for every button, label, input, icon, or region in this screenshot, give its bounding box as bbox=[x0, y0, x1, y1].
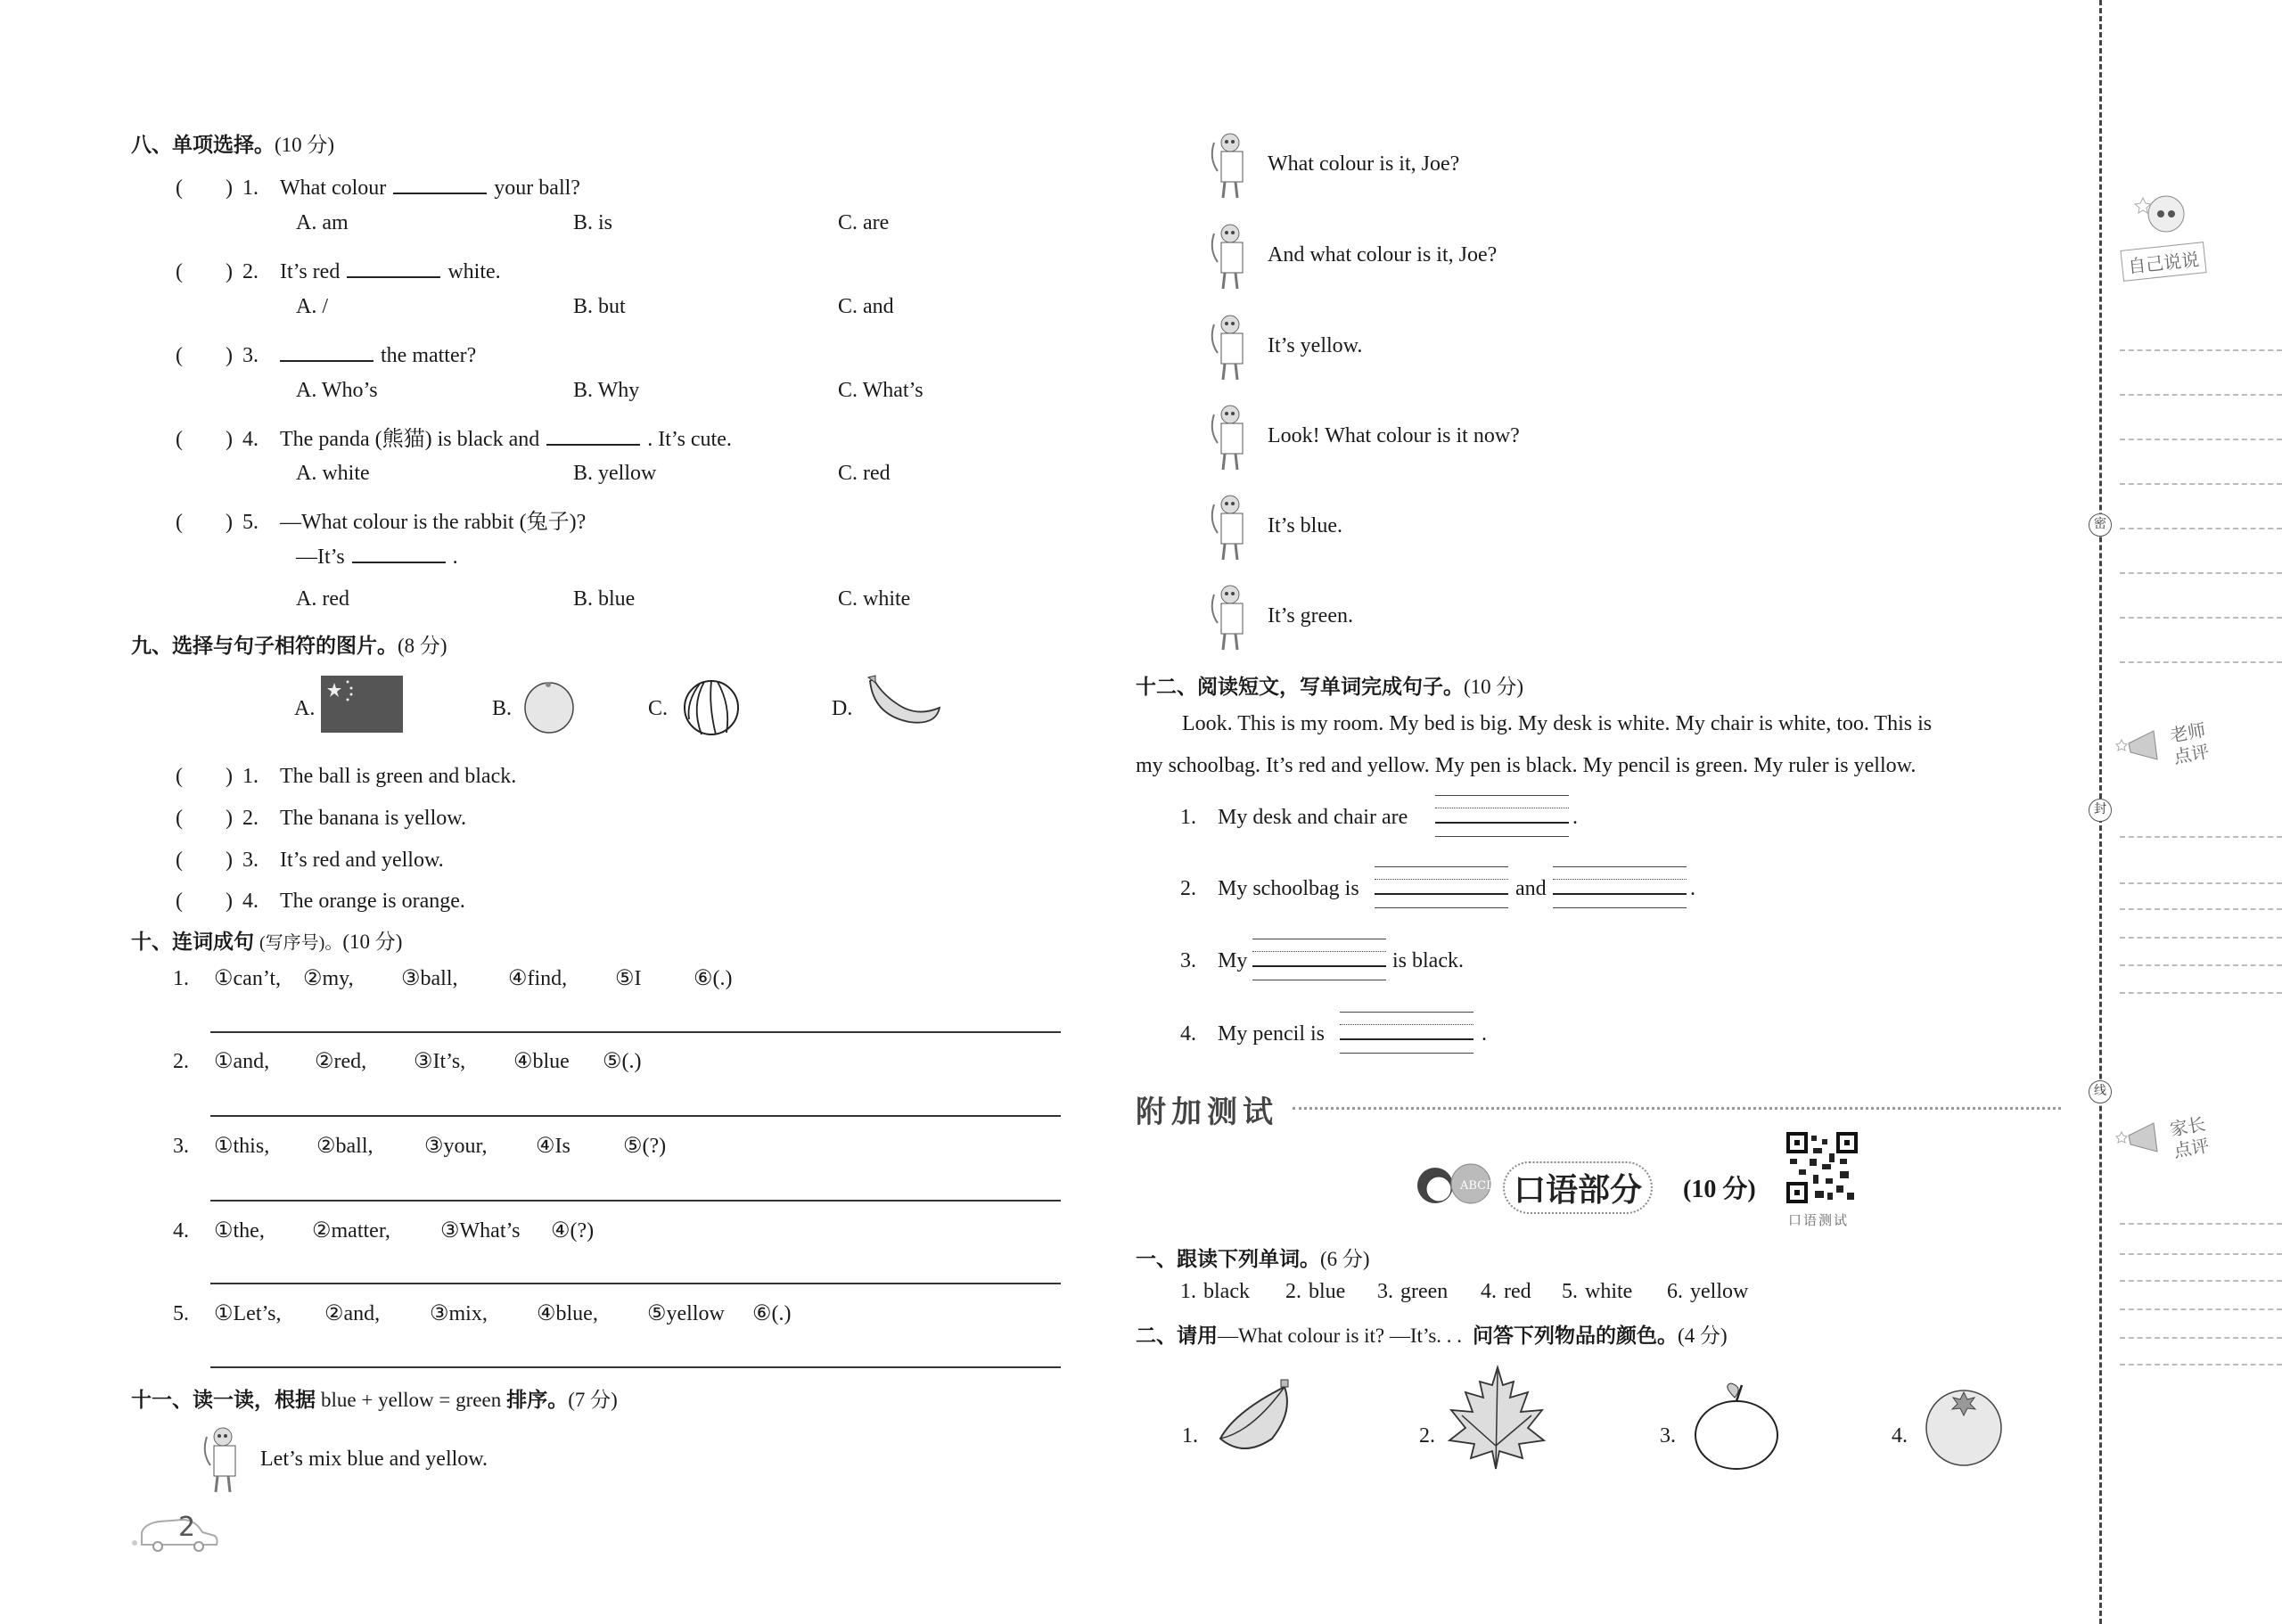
word-chip: ④Is bbox=[536, 1135, 570, 1158]
comment-line[interactable] bbox=[2120, 661, 2282, 663]
answer-line[interactable] bbox=[210, 1283, 1061, 1284]
comment-line[interactable] bbox=[2120, 572, 2282, 574]
dialog-line: It’s yellow. bbox=[1268, 334, 1363, 357]
dialog-line: Let’s mix blue and yellow. bbox=[260, 1448, 488, 1471]
section-12-heading bbox=[1136, 670, 1523, 700]
section-title: 二、请用 bbox=[1136, 1325, 1218, 1348]
four-line-answer[interactable] bbox=[1375, 866, 1508, 909]
section-points: (10 分) bbox=[275, 134, 335, 156]
word-chip: ⑥(.) bbox=[752, 1302, 792, 1325]
monkey-icon bbox=[1205, 132, 1252, 203]
monkey-icon bbox=[198, 1426, 244, 1497]
question-text: and bbox=[1515, 877, 1547, 900]
formula-text: blue + yellow = green bbox=[321, 1389, 502, 1411]
ball-icon bbox=[682, 679, 741, 736]
question-number: 5. bbox=[173, 1302, 189, 1325]
section-points: (7 分) bbox=[568, 1389, 618, 1411]
comment-line[interactable] bbox=[2120, 483, 2282, 485]
comment-line[interactable] bbox=[2120, 617, 2282, 619]
comment-line[interactable] bbox=[2120, 1280, 2282, 1282]
word-chip: ①and, bbox=[214, 1050, 270, 1073]
answer-line[interactable] bbox=[210, 1200, 1061, 1202]
section-points: (8 分) bbox=[398, 635, 447, 657]
four-line-answer[interactable] bbox=[1252, 939, 1386, 981]
comment-line[interactable] bbox=[2120, 1253, 2282, 1255]
oral-section-points: (10 分) bbox=[1683, 1176, 1756, 1203]
oral-word: 6. yellow bbox=[1667, 1280, 1749, 1303]
word-chip: ②ball, bbox=[316, 1135, 373, 1158]
oral-word-list bbox=[1180, 1280, 1748, 1304]
section-8-heading bbox=[131, 128, 334, 158]
section-subtitle: (写序号)。 bbox=[259, 933, 343, 953]
section-points: (10 分) bbox=[342, 931, 403, 953]
word-chip: ①this, bbox=[214, 1135, 270, 1158]
seal-feng: 封 bbox=[2089, 799, 2112, 822]
question-text: It’s red and yellow. bbox=[280, 849, 444, 872]
answer-bracket[interactable]: ( ) bbox=[176, 260, 233, 283]
option-c: C. red bbox=[838, 462, 891, 485]
reading-passage-line-2: my schoolbag. It’s red and yellow. My pen is black. My pencil is green. My ruler is yellow. bbox=[1136, 754, 1917, 777]
option-c: C. What’s bbox=[838, 379, 923, 402]
question-text: . bbox=[1572, 806, 1578, 829]
picture-label: 4. bbox=[1892, 1424, 1908, 1448]
title-decor-line bbox=[1293, 1107, 2061, 1110]
orange-icon bbox=[521, 681, 577, 734]
balloon-letters: ABCDEF bbox=[1460, 1179, 1513, 1193]
option-c: C. white bbox=[838, 587, 911, 611]
question-text: My bbox=[1218, 949, 1248, 972]
comment-line[interactable] bbox=[2120, 349, 2282, 351]
word-chip: ④blue, bbox=[537, 1302, 598, 1325]
question-number: 2. bbox=[1180, 877, 1196, 900]
answer-bracket[interactable]: ( ) bbox=[176, 344, 233, 367]
picture-option-c bbox=[648, 697, 668, 721]
comment-line[interactable] bbox=[2120, 964, 2282, 966]
section-points: (6 分) bbox=[1320, 1248, 1370, 1270]
option-b: B. yellow bbox=[573, 462, 657, 485]
question-number: 3. bbox=[242, 344, 259, 367]
word-chip: ④(?) bbox=[551, 1219, 595, 1243]
option-b: B. blue bbox=[573, 587, 636, 611]
question-9-4 bbox=[176, 882, 465, 914]
option-c: C. and bbox=[838, 295, 894, 318]
question-8-5 bbox=[176, 504, 586, 535]
oral-part-1-heading bbox=[1136, 1243, 1370, 1272]
question-8-2 bbox=[176, 253, 501, 284]
section-points: (10 分) bbox=[1464, 676, 1524, 698]
fill-item-12-4 bbox=[1180, 1022, 1325, 1046]
orange-icon bbox=[1924, 1387, 2004, 1467]
oral-word: 5. white bbox=[1562, 1280, 1633, 1303]
monkey-icon bbox=[1205, 223, 1252, 294]
dialog-line: And what colour is it, Joe? bbox=[1268, 243, 1498, 267]
option-a: A. Who’s bbox=[296, 379, 378, 402]
answer-bracket[interactable]: ( ) bbox=[176, 765, 233, 788]
question-8-5-answer-line bbox=[296, 545, 458, 570]
answer-line[interactable] bbox=[210, 1031, 1061, 1033]
word-chip: ②and, bbox=[324, 1302, 381, 1325]
section-title: 十、连词成句 bbox=[131, 931, 254, 954]
word-order-item bbox=[173, 1218, 594, 1243]
picture-label: C. bbox=[648, 697, 669, 720]
picture-option-b bbox=[492, 697, 512, 721]
answer-bracket[interactable]: ( ) bbox=[176, 849, 233, 872]
comment-line[interactable] bbox=[2120, 937, 2282, 939]
word-order-item bbox=[173, 1300, 792, 1326]
oral-mascot-icon bbox=[1416, 1159, 1513, 1212]
oral-word: 2. blue bbox=[1285, 1280, 1346, 1303]
four-line-answer[interactable] bbox=[1435, 795, 1569, 838]
question-text: your ball? bbox=[494, 176, 580, 200]
comment-line[interactable] bbox=[2120, 1223, 2282, 1225]
section-title: 十二、阅读短文，写单词完成句子。 bbox=[1136, 676, 1464, 699]
question-number: 4. bbox=[173, 1219, 189, 1243]
answer-bracket[interactable]: ( ) bbox=[176, 511, 233, 534]
parent-comment-label-b: 点评 bbox=[2171, 1134, 2212, 1162]
oral-word: 3. green bbox=[1377, 1280, 1449, 1303]
fill-item-12-1 bbox=[1180, 806, 1408, 830]
dialog-line: Look! What colour is it now? bbox=[1268, 424, 1520, 447]
option-a: A. red bbox=[296, 587, 349, 611]
seal-xian: 线 bbox=[2089, 1080, 2112, 1103]
word-chip: ⑤(.) bbox=[603, 1050, 642, 1073]
answer-bracket[interactable]: ( ) bbox=[176, 807, 233, 830]
option-a: A. am bbox=[296, 211, 349, 234]
word-chip: ④blue bbox=[513, 1050, 570, 1073]
leaf-icon bbox=[1444, 1366, 1551, 1471]
fill-item-12-2 bbox=[1180, 877, 1359, 901]
question-8-3 bbox=[176, 337, 476, 368]
teacher-comment-label-b: 点评 bbox=[2171, 740, 2212, 768]
reading-passage-line-1: Look. This is my room. My bed is big. My desk is white. My chair is white, too. This is bbox=[1182, 712, 1933, 735]
option-b: B. Why bbox=[573, 379, 640, 402]
picture-label: D. bbox=[832, 697, 853, 720]
question-text: . It’s cute. bbox=[647, 428, 732, 451]
word-chip: ③your, bbox=[424, 1135, 488, 1158]
option-a: A. / bbox=[296, 295, 328, 318]
picture-label: B. bbox=[492, 697, 513, 720]
question-text: What colour bbox=[280, 176, 387, 200]
monkey-icon bbox=[1205, 494, 1252, 565]
comment-line[interactable] bbox=[2120, 992, 2282, 994]
question-text: —It’s bbox=[296, 545, 345, 569]
question-text: The banana is yellow. bbox=[280, 807, 467, 830]
question-number: 4. bbox=[1180, 1022, 1196, 1046]
picture-label: 2. bbox=[1419, 1424, 1435, 1448]
four-line-answer[interactable] bbox=[1553, 866, 1687, 909]
oral-section-title: 口语部分 bbox=[1503, 1161, 1653, 1214]
four-line-answer[interactable] bbox=[1340, 1012, 1473, 1054]
parent-comment-label-a: 家长 bbox=[2168, 1112, 2208, 1141]
question-text: The panda (熊猫) is black and bbox=[280, 428, 540, 451]
monkey-icon bbox=[1205, 314, 1252, 385]
comment-line[interactable] bbox=[2120, 1364, 2282, 1366]
word-chip: ②red, bbox=[315, 1050, 367, 1073]
question-number: 2. bbox=[242, 807, 259, 830]
question-text: My pencil is bbox=[1218, 1022, 1325, 1046]
question-number: 4. bbox=[242, 890, 259, 913]
section-title: 九、选择与句子相符的图片。 bbox=[131, 635, 398, 658]
picture-label: A. bbox=[294, 697, 316, 720]
question-text: —What colour is the rabbit (兔子)? bbox=[280, 511, 587, 534]
question-text: . bbox=[1690, 877, 1695, 900]
word-chip: ③ball, bbox=[401, 967, 458, 990]
comment-line[interactable] bbox=[2120, 1308, 2282, 1310]
word-chip: ⑤(?) bbox=[623, 1135, 667, 1158]
word-chip: ③mix, bbox=[430, 1302, 488, 1325]
self-talk-label: 自己说说 bbox=[2120, 242, 2206, 282]
question-text: . bbox=[1482, 1022, 1487, 1046]
answer-line[interactable] bbox=[210, 1366, 1061, 1368]
answer-bracket[interactable]: ( ) bbox=[176, 428, 233, 451]
answer-blank[interactable] bbox=[393, 178, 487, 194]
oral-word: 4. red bbox=[1481, 1280, 1531, 1303]
megaphone-icon bbox=[2118, 1111, 2171, 1164]
word-chip: ④find, bbox=[508, 967, 568, 990]
word-order-item bbox=[173, 1133, 666, 1159]
question-text: My schoolbag is bbox=[1218, 877, 1359, 900]
word-order-item bbox=[173, 1048, 642, 1074]
question-text: The ball is green and black. bbox=[280, 765, 517, 788]
flag-icon bbox=[321, 676, 403, 733]
option-c: C. are bbox=[838, 211, 890, 234]
question-9-1 bbox=[176, 758, 516, 789]
picture-label: 3. bbox=[1660, 1424, 1676, 1448]
word-order-item bbox=[173, 965, 733, 991]
comment-line[interactable] bbox=[2120, 882, 2282, 884]
question-text: The orange is orange. bbox=[280, 890, 465, 913]
dialog-line: What colour is it, Joe? bbox=[1268, 152, 1460, 176]
section-title-end: 排序。 bbox=[506, 1389, 569, 1412]
section-9-heading bbox=[131, 629, 447, 659]
section-title: 八、单项选择。 bbox=[131, 134, 275, 157]
answer-blank[interactable] bbox=[280, 346, 373, 362]
question-8-1 bbox=[176, 169, 580, 201]
section-11-heading bbox=[131, 1383, 618, 1413]
section-title: 十一、读一读，根据 bbox=[131, 1389, 316, 1412]
question-8-4 bbox=[176, 421, 732, 452]
answer-blank[interactable] bbox=[347, 262, 440, 278]
monkey-icon bbox=[1205, 404, 1252, 475]
comment-line[interactable] bbox=[2120, 528, 2282, 529]
banana-icon bbox=[865, 676, 945, 727]
question-number: 5. bbox=[242, 511, 259, 534]
word-chip: ①can’t, bbox=[214, 967, 282, 990]
car-page-icon bbox=[129, 1513, 223, 1552]
question-9-2 bbox=[176, 800, 466, 831]
comment-line[interactable] bbox=[2120, 836, 2282, 838]
option-a: A. white bbox=[296, 462, 370, 485]
question-number: 3. bbox=[1180, 949, 1196, 972]
question-9-3 bbox=[176, 841, 444, 873]
dialog-line: It’s green. bbox=[1268, 604, 1353, 627]
qr-caption: 口语测试 bbox=[1788, 1212, 1850, 1228]
word-chip: ⑤I bbox=[615, 967, 642, 990]
self-talk-mascot-icon bbox=[2120, 187, 2209, 250]
section-title: 一、跟读下列单词。 bbox=[1136, 1248, 1320, 1271]
word-chip: ⑤yellow bbox=[647, 1302, 725, 1325]
extra-test-title: 附加测试 bbox=[1136, 1095, 1278, 1130]
answer-blank[interactable] bbox=[352, 547, 446, 563]
question-text: white. bbox=[447, 260, 501, 283]
word-chip: ②matter, bbox=[312, 1219, 390, 1243]
picture-label: 1. bbox=[1182, 1424, 1198, 1448]
seal-mi: 密 bbox=[2089, 513, 2112, 537]
qr-code-icon[interactable] bbox=[1786, 1132, 1858, 1203]
word-chip: ②my, bbox=[303, 967, 354, 990]
question-number: 1. bbox=[1180, 806, 1196, 829]
answer-bracket[interactable]: ( ) bbox=[176, 176, 233, 200]
word-chip: ③What’s bbox=[440, 1219, 521, 1243]
question-number: 2. bbox=[173, 1050, 189, 1073]
option-b: B. but bbox=[573, 295, 626, 318]
question-number: 2. bbox=[242, 260, 259, 283]
option-b: B. is bbox=[573, 211, 613, 234]
fill-item-12-3 bbox=[1180, 949, 1247, 973]
section-10-heading bbox=[131, 925, 402, 955]
section-title-end: 问答下列物品的颜色。 bbox=[1473, 1325, 1679, 1348]
teacher-comment-label-a: 老师 bbox=[2168, 718, 2208, 747]
comment-line[interactable] bbox=[2120, 439, 2282, 440]
picture-option-d bbox=[832, 697, 852, 721]
question-number: 3. bbox=[173, 1135, 189, 1158]
question-text: It’s red bbox=[280, 260, 341, 283]
question-number: 4. bbox=[242, 428, 259, 451]
word-chip: ③It’s, bbox=[414, 1050, 466, 1073]
question-number: 3. bbox=[242, 849, 259, 872]
question-text: is black. bbox=[1392, 949, 1464, 972]
section-english: —What colour is it? —It’s. . . bbox=[1218, 1325, 1463, 1347]
apple-icon bbox=[1692, 1382, 1781, 1471]
megaphone-icon bbox=[2118, 718, 2171, 772]
comment-line[interactable] bbox=[2120, 908, 2282, 910]
dialog-line: It’s blue. bbox=[1268, 514, 1342, 537]
monkey-icon bbox=[1205, 584, 1252, 655]
comment-line[interactable] bbox=[2120, 1337, 2282, 1339]
word-chip: ①Let’s, bbox=[214, 1302, 282, 1325]
banana-icon bbox=[1208, 1376, 1297, 1456]
question-number: 1. bbox=[173, 967, 189, 990]
oral-word: 1. black bbox=[1180, 1280, 1250, 1303]
page-number: 2 bbox=[178, 1512, 196, 1543]
answer-blank[interactable] bbox=[546, 430, 640, 446]
oral-part-2-heading bbox=[1136, 1319, 1728, 1349]
answer-bracket[interactable]: ( ) bbox=[176, 890, 233, 913]
question-text: the matter? bbox=[381, 344, 477, 367]
word-chip: ①the, bbox=[214, 1219, 265, 1243]
picture-option-a bbox=[294, 697, 315, 721]
question-number: 1. bbox=[242, 765, 259, 788]
comment-line[interactable] bbox=[2120, 394, 2282, 396]
section-points: (4 分) bbox=[1678, 1325, 1728, 1347]
question-text: . bbox=[452, 545, 458, 569]
question-number: 1. bbox=[242, 176, 259, 200]
word-chip: ⑥(.) bbox=[694, 967, 733, 990]
answer-line[interactable] bbox=[210, 1115, 1061, 1117]
question-text: My desk and chair are bbox=[1218, 806, 1408, 829]
